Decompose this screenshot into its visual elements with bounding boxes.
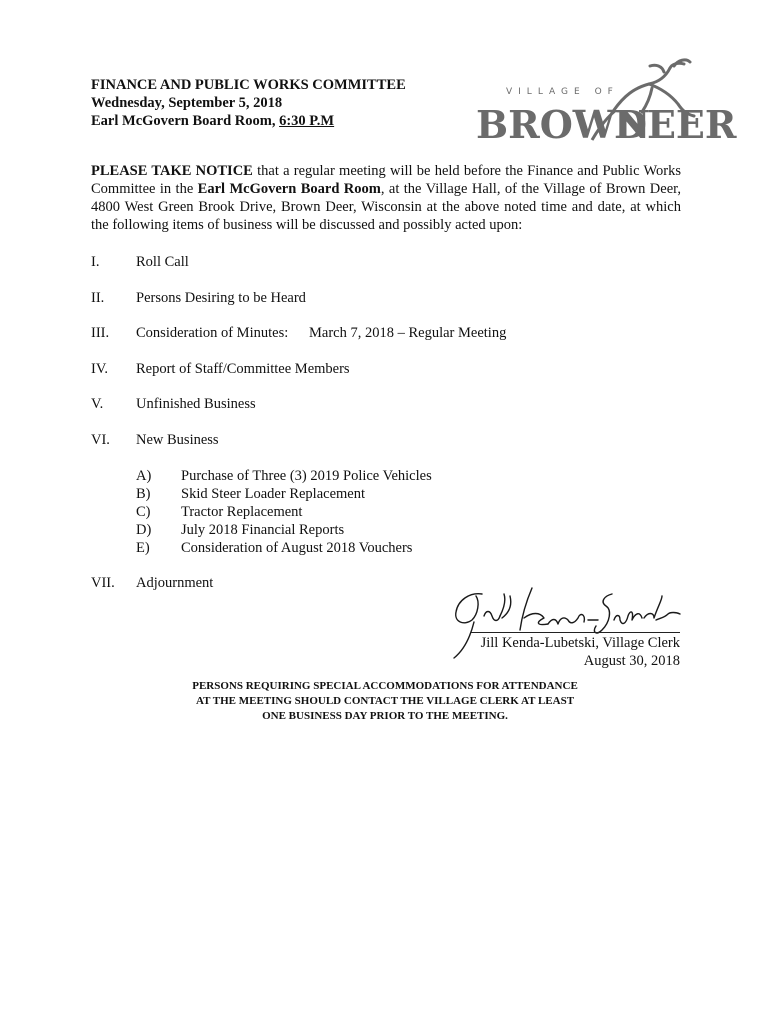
- brown-deer-logo: [474, 58, 737, 148]
- footer-line: PERSONS REQUIRING SPECIAL ACCOMMODATIONS FOR ATTENDANCE: [192, 680, 578, 692]
- agenda-number: V.: [91, 396, 104, 412]
- agenda-number: VI.: [91, 432, 110, 448]
- agenda-text: Roll Call: [136, 254, 189, 270]
- sub-letter: A): [136, 468, 152, 484]
- committee-title: FINANCE AND PUBLIC WORKS COMMITTEE: [91, 77, 406, 93]
- notice-lead: PLEASE TAKE NOTICE: [91, 163, 253, 179]
- sub-text: Skid Steer Loader Replacement: [181, 486, 366, 502]
- sub-text: July 2018 Financial Reports: [181, 522, 345, 538]
- sub-text: Tractor Replacement: [181, 504, 303, 520]
- agenda-text: Unfinished Business: [136, 396, 256, 412]
- meeting-room: Earl McGovern Board Room,: [91, 113, 280, 129]
- agenda-text: Consideration of Minutes:: [136, 325, 289, 341]
- clerk-block: [481, 634, 680, 670]
- document-header: [91, 76, 406, 130]
- logo-village-of: VILLAGE OF: [506, 87, 619, 97]
- notice-text-2: , at the Village Hall, of the Village of Brown Deer, 4800 West Green Brook Drive, Brown Deer, Wisconsin at the above noted time and date, at which the following items of business will be discussed and possibly acted upon:: [91, 181, 682, 233]
- sub-text: Purchase of Three (3) 2019 Police Vehicles: [181, 468, 432, 484]
- agenda-text: New Business: [136, 432, 219, 448]
- agenda-minutes-date: March 7, 2018 – Regular Meeting: [309, 325, 507, 341]
- meeting-time: 6:30 P.M: [279, 113, 335, 129]
- sub-letter: C): [136, 504, 151, 520]
- sub-letter: B): [136, 486, 151, 502]
- meeting-notice: [91, 162, 681, 234]
- clerk-date: August 30, 2018: [583, 653, 680, 669]
- clerk-name-title: Jill Kenda-Lubetski, Village Clerk: [480, 635, 680, 651]
- agenda-number: III.: [91, 325, 110, 341]
- footer-line: AT THE MEETING SHOULD CONTACT THE VILLAGE CLERK AT LEAST: [195, 695, 575, 707]
- accommodations-notice: [150, 679, 620, 724]
- agenda-number: IV.: [91, 361, 109, 377]
- signature-line: [470, 632, 680, 633]
- sub-letter: E): [136, 540, 150, 556]
- agenda-text: Report of Staff/Committee Members: [136, 361, 350, 377]
- sub-text: Consideration of August 2018 Vouchers: [181, 540, 413, 556]
- agenda-text: Adjournment: [136, 575, 214, 591]
- agenda-number: II.: [91, 290, 105, 306]
- logo-brown: BROWN: [476, 102, 651, 147]
- meeting-date: Wednesday, September 5, 2018: [91, 95, 283, 111]
- sub-letter: D): [136, 522, 152, 538]
- agenda-number: I.: [91, 254, 100, 270]
- meeting-location: [91, 112, 406, 130]
- agenda-number: VII.: [91, 575, 115, 591]
- logo-deer: DEER: [614, 102, 737, 147]
- notice-text-1: that a regular meeting will be held before the Finance and Public Works Committee in the: [91, 163, 681, 197]
- footer-line: ONE BUSINESS DAY PRIOR TO THE MEETING.: [262, 710, 508, 722]
- agenda-text: Persons Desiring to be Heard: [136, 290, 306, 306]
- notice-room: Earl McGovern Board Room: [197, 181, 381, 197]
